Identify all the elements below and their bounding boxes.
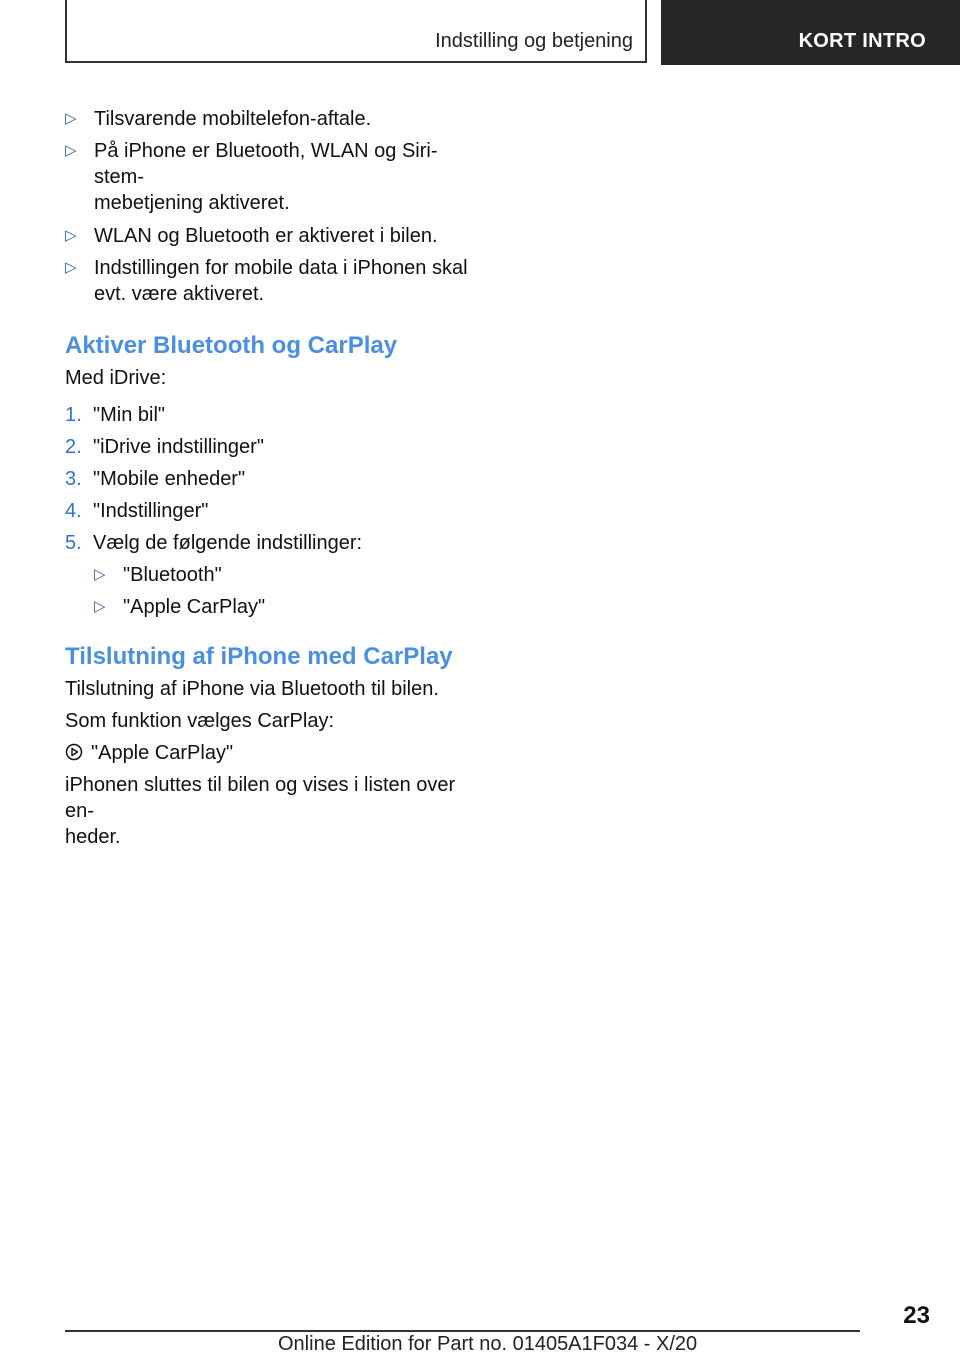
footer-edition: Online Edition for Part no. 01405A1F034 - X/20 bbox=[278, 1333, 698, 1355]
list-item bbox=[65, 498, 485, 524]
list-item: ▷ "Bluetooth" bbox=[94, 564, 222, 586]
header-chapter-tab bbox=[661, 0, 960, 65]
header-section-title: Indstilling og betjening bbox=[435, 30, 633, 52]
action-label: "Apple CarPlay" bbox=[91, 742, 234, 764]
triangle-bullet-icon: ▷ bbox=[65, 227, 77, 244]
section-heading: Tilslutning af iPhone med CarPlay bbox=[65, 643, 453, 670]
step-text: "Indstillinger" bbox=[93, 500, 209, 522]
triangle-bullet-icon: ▷ bbox=[94, 566, 106, 583]
header-chapter-label: KORT INTRO bbox=[798, 30, 926, 52]
list-item bbox=[65, 402, 485, 428]
requirements-list bbox=[65, 106, 485, 307]
list-item: ▷ På iPhone er Bluetooth, WLAN og Siri-stem- mebetjening aktiveret. bbox=[65, 140, 438, 214]
step-text: Vælg de følgende indstillinger: bbox=[93, 532, 363, 554]
list-item bbox=[65, 530, 485, 556]
step-number: 3. bbox=[65, 468, 82, 490]
triangle-bullet-icon: ▷ bbox=[94, 598, 106, 615]
steps-list bbox=[65, 402, 485, 620]
section-heading: Aktiver Bluetooth og CarPlay bbox=[65, 332, 398, 359]
step-number: 1. bbox=[65, 404, 82, 426]
step-number: 4. bbox=[65, 500, 82, 522]
triangle-bullet-icon: ▷ bbox=[65, 259, 77, 276]
paragraph: iPhonen sluttes til bilen og vises i listen over en- heder. bbox=[65, 774, 456, 848]
step-text: "Min bil" bbox=[93, 404, 165, 426]
step-text: "Mobile enheder" bbox=[93, 468, 246, 490]
triangle-bullet-icon: ▷ bbox=[65, 110, 77, 127]
step-number: 2. bbox=[65, 436, 82, 458]
triangle-bullet-icon: ▷ bbox=[65, 142, 77, 159]
page-number: 23 bbox=[903, 1302, 930, 1329]
list-item bbox=[65, 466, 485, 492]
action-row bbox=[65, 740, 485, 766]
step-number: 5. bbox=[65, 532, 82, 554]
header-section-box bbox=[65, 0, 647, 63]
section-intro: Med iDrive: bbox=[65, 367, 167, 389]
list-item: ▷ Tilsvarende mobiltelefon-aftale. bbox=[65, 108, 372, 130]
list-item bbox=[65, 434, 485, 460]
paragraph: Tilslutning af iPhone via Bluetooth til bilen. bbox=[65, 678, 439, 700]
list-item: ▷ WLAN og Bluetooth er aktiveret i bilen. bbox=[65, 225, 438, 247]
list-item: ▷ "Apple CarPlay" bbox=[94, 596, 266, 618]
paragraph: Som funktion vælges CarPlay: bbox=[65, 710, 335, 732]
footer-divider bbox=[65, 1330, 860, 1332]
page-content bbox=[65, 100, 485, 850]
play-circle-icon bbox=[65, 743, 83, 761]
list-item: ▷ Indstillingen for mobile data i iPhonen skal evt. være aktiveret. bbox=[65, 257, 468, 305]
step-text: "iDrive indstillinger" bbox=[93, 436, 264, 458]
